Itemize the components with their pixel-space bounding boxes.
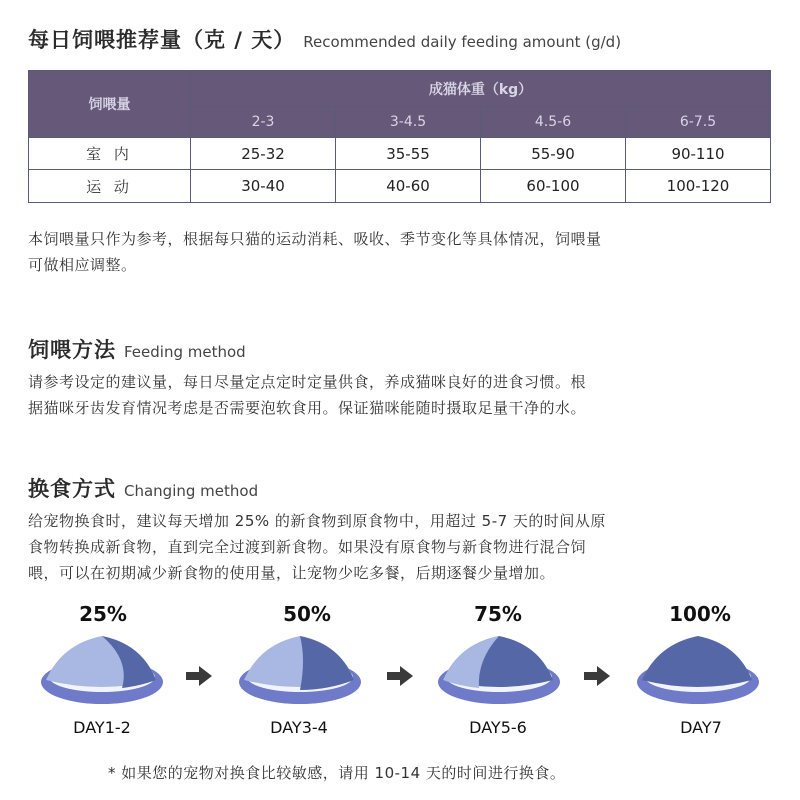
changing-line: 食物转换成新食物，直到完全过渡到新食物。如果没有原食物与新食物进行混合饲 [28,538,587,556]
step-percent: 50% [283,602,331,626]
table-cell: 55-90 [481,138,626,170]
weight-group-header: 成猫体重（kg） [191,71,771,107]
changing-text [28,508,788,586]
step-day: DAY7 [680,718,722,737]
weight-header: 3-4.5 [336,107,481,138]
food-bowl-icon [40,630,164,706]
step-day: DAY1-2 [73,718,131,737]
food-bowl-icon [437,630,561,706]
amount-title [28,24,621,54]
amount-note [28,226,778,278]
food-bowl-icon [238,630,362,706]
changing-line: 喂，可以在初期减少新食物的使用量，让宠物少吃多餐，后期逐餐少量增加。 [28,564,556,582]
table-cell: 100-120 [626,170,771,203]
feeding-amount-table [28,70,771,203]
arrow-right-icon [186,666,212,686]
step-percent: 75% [474,602,522,626]
footnote: * 如果您的宠物对换食比较敏感，请用 10-14 天的时间进行换食。 [108,764,566,782]
amount-title-en: Recommended daily feeding amount (g/d) [303,33,622,51]
feeding-text [28,369,788,421]
note-line: 本饲喂量只作为参考，根据每只猫的运动消耗、吸收、季节变化等具体情况，饲喂量 [28,230,602,248]
step-percent: 100% [669,602,731,626]
row-label-active: 运 动 [29,170,191,203]
changing-line: 给宠物换食时，建议每天增加 25% 的新食物到原食物中，用超过 5-7 天的时间从原 [28,512,606,530]
feeding-title-cn: 饲喂方法 [28,338,116,362]
table-cell: 90-110 [626,138,771,170]
weight-header: 4.5-6 [481,107,626,138]
food-bowl-icon [636,630,760,706]
changing-title-en: Changing method [124,482,259,500]
amount-title-cn: 每日饲喂推荐量（克 / 天） [28,28,296,52]
table-row [29,138,771,170]
feeding-line: 请参考设定的建议量，每日尽量定点定时定量供食，养成猫咪良好的进食习惯。根 [28,373,587,391]
feeding-line: 据猫咪牙齿发育情况考虑是否需要泡软食用。保证猫咪能随时摄取足量干净的水。 [28,399,587,417]
step-day: DAY3-4 [270,718,328,737]
table-cell: 35-55 [336,138,481,170]
table-cell: 60-100 [481,170,626,203]
arrow-right-icon [584,666,610,686]
table-cell: 40-60 [336,170,481,203]
arrow-right-icon [387,666,413,686]
row-label-indoor: 室 内 [29,138,191,170]
table-cell: 30-40 [191,170,336,203]
step-day: DAY5-6 [469,718,527,737]
feeding-title-en: Feeding method [124,343,246,361]
table-cell: 25-32 [191,138,336,170]
weight-header: 2-3 [191,107,336,138]
row-header: 饲喂量 [29,71,191,138]
step-percent: 25% [79,602,127,626]
feeding-title [28,334,246,364]
table-row [29,170,771,203]
note-line: 可做相应调整。 [28,256,137,274]
changing-title [28,473,258,503]
weight-header: 6-7.5 [626,107,771,138]
changing-title-cn: 换食方式 [28,477,116,501]
